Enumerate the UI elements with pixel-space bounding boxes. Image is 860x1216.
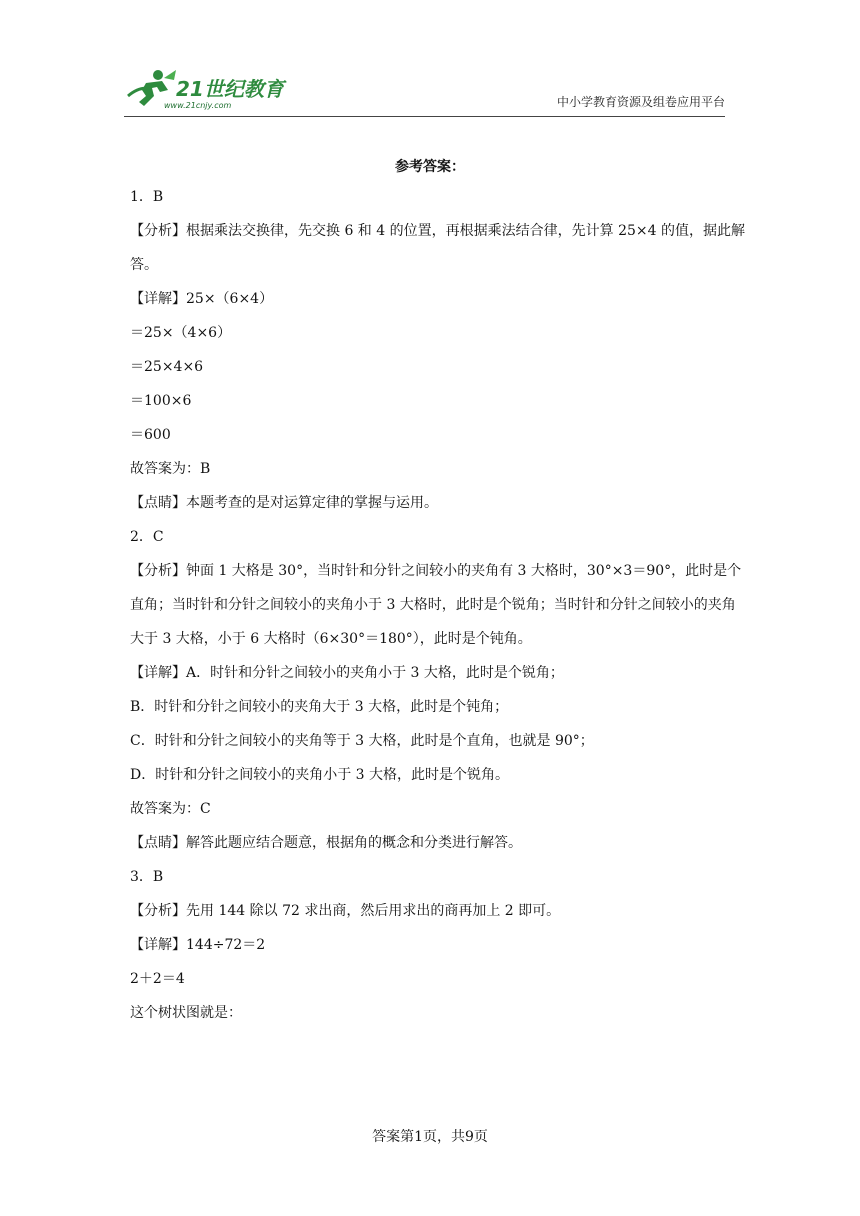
- logo-url: www.21cnjy.com: [164, 101, 232, 110]
- answer-line: 3．B: [130, 869, 164, 885]
- answer-line: ＝600: [130, 427, 171, 443]
- answer-line: ＝100×6: [130, 393, 192, 409]
- logo-leaf: [164, 70, 176, 80]
- answer-line: 2＋2＝4: [130, 971, 185, 987]
- answer-line: 2．C: [130, 529, 164, 545]
- answer-line: D．时针和分针之间较小的夹角小于 3 大格，此时是个锐角。: [130, 767, 510, 783]
- answer-line: 【点睛】解答此题应结合题意，根据角的概念和分类进行解答。: [130, 835, 522, 851]
- page-footer: 答案第1页，共9页: [372, 1129, 488, 1145]
- answer-line: ＝25×（4×6）: [130, 325, 232, 341]
- answer-line: 【分析】先用 144 除以 72 求出商，然后用求出的商再加上 2 即可。: [130, 903, 561, 919]
- answer-line: 故答案为：B: [130, 461, 211, 477]
- answer-line: 【详解】25×（6×4）: [130, 291, 274, 307]
- answer-line: 【详解】144÷72＝2: [130, 937, 266, 953]
- answer-line: B．时针和分针之间较小的夹角大于 3 大格，此时是个钝角；: [130, 699, 509, 715]
- logo-graphic: [124, 66, 294, 112]
- logo-figure-head: [153, 70, 163, 80]
- logo-text: 21世纪教育: [176, 77, 284, 101]
- answer-line: 这个树状图就是：: [130, 1005, 242, 1021]
- answer-line: ＝25×4×6: [130, 359, 204, 375]
- answer-line: 1．B: [130, 189, 164, 205]
- answer-content: [130, 180, 745, 1030]
- answer-line: 【点睛】本题考查的是对运算定律的掌握与运用。: [130, 495, 438, 511]
- answer-line: 故答案为：C: [130, 801, 211, 817]
- answer-title: 参考答案：: [395, 159, 465, 175]
- page-header: [124, 66, 725, 117]
- answer-line: 【分析】根据乘法交换律，先交换 6 和 4 的位置，再根据乘法结合律，先计算 25×4 的值，据此解答。: [130, 223, 745, 273]
- platform-name: 中小学教育资源及组卷应用平台: [556, 95, 725, 109]
- answer-line: 【详解】A．时针和分针之间较小的夹角小于 3 大格，此时是个锐角；: [130, 665, 564, 681]
- answer-line: 【分析】钟面 1 大格是 30°，当时针和分针之间较小的夹角有 3 大格时，30°×3＝90°，此时是个直角；当时针和分针之间较小的夹角小于 3 大格时，此时是个锐角；当时针和分针之间较小的夹角大于 3 大格，小于 6 大格时（6×30°＝180°），此时是个钝角。: [130, 563, 742, 647]
- answer-line: C．时针和分针之间较小的夹角等于 3 大格，此时是个直角，也就是 90°；: [130, 733, 594, 749]
- logo: [124, 66, 294, 112]
